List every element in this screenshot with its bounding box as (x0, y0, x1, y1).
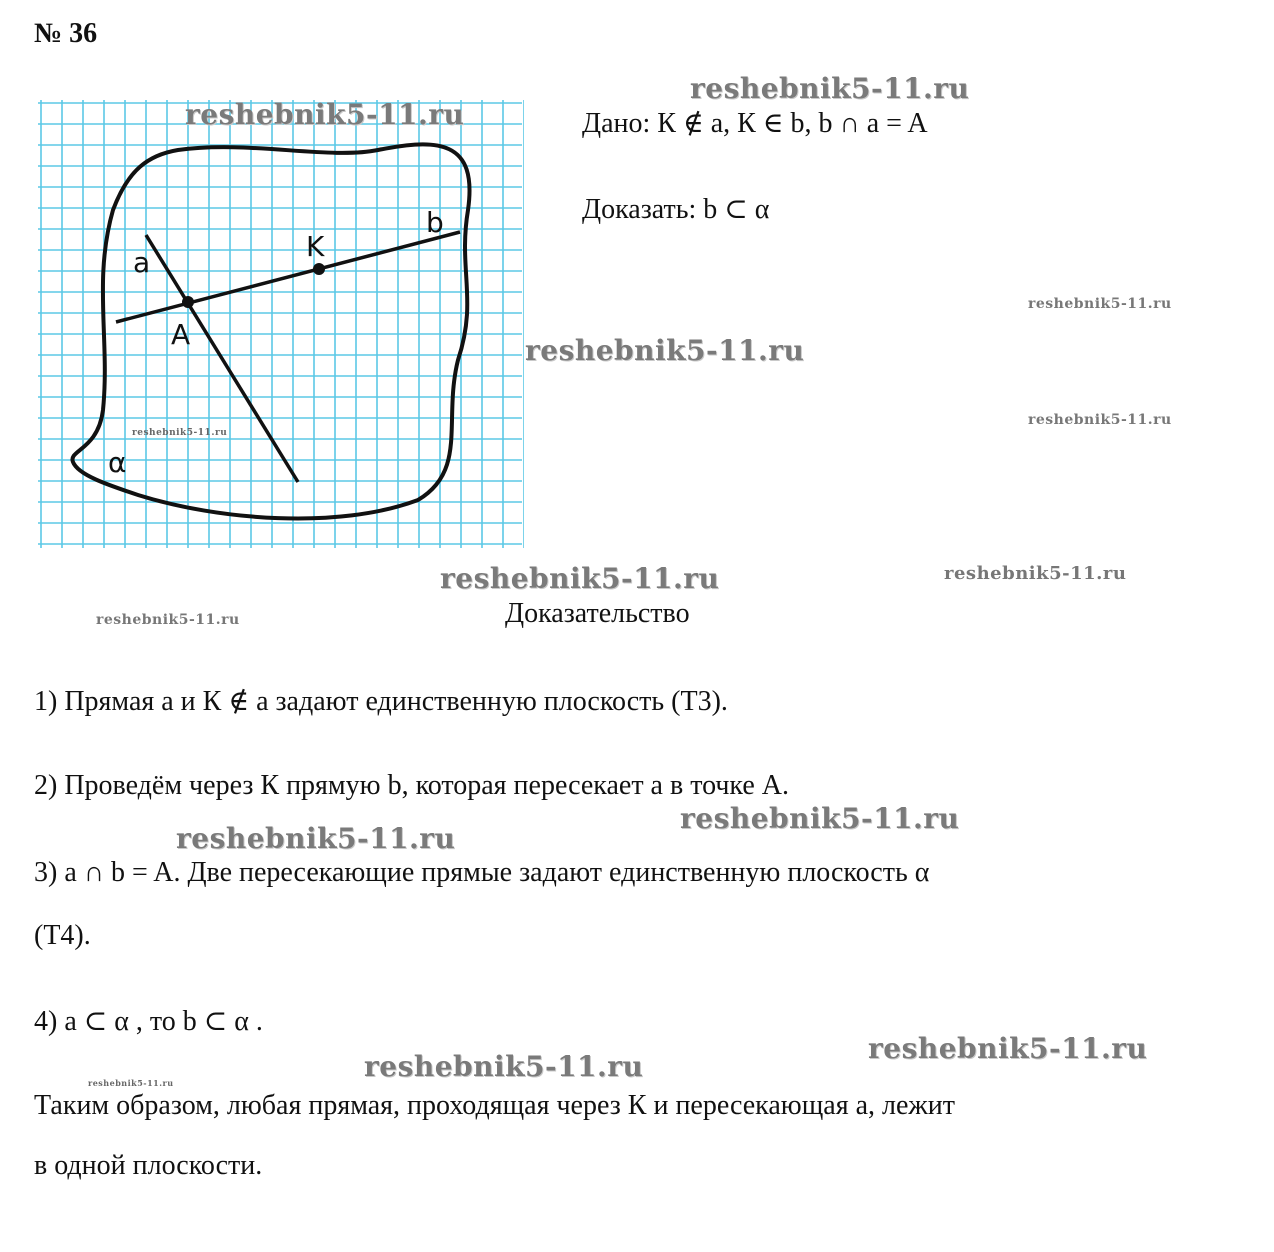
watermark: reshebnik5-11.ru (364, 1050, 644, 1083)
line-a (146, 235, 298, 482)
watermark: reshebnik5-11.ru (525, 334, 805, 367)
grid-paper (38, 100, 524, 548)
proof-step-4: 4) a ⊂ α , то b ⊂ α . (34, 1006, 263, 1037)
point-k (313, 263, 325, 275)
conclusion-line-1: Таким образом, любая прямая, проходящая через К и пересекающая а, лежит (34, 1090, 955, 1121)
label-line-a: a (133, 246, 151, 279)
watermark: reshebnik5-11.ru (96, 612, 240, 628)
problem-number: № 36 (34, 18, 98, 49)
watermark: reshebnik5-11.ru (868, 1032, 1148, 1065)
proof-step-1: 1) Прямая а и К ∉ а задают единственную плоскость (Т3). (34, 686, 728, 717)
prove-statement: Доказать: b ⊂ α (582, 194, 770, 225)
conclusion-line-2: в одной плоскости. (34, 1150, 263, 1181)
watermark: reshebnik5-11.ru (132, 428, 228, 438)
proof-heading: Доказательство (505, 598, 690, 629)
proof-step-3-cont: (Т4). (34, 920, 91, 951)
watermark: reshebnik5-11.ru (185, 98, 465, 131)
label-line-b: b (426, 206, 444, 239)
watermark: reshebnik5-11.ru (440, 562, 720, 595)
watermark: reshebnik5-11.ru (944, 563, 1127, 584)
given-statement: Дано: К ∉ а, К ∈ b, b ∩ a = A (582, 108, 928, 139)
proof-step-3: 3) a ∩ b = A. Две пересекающие прямые задают единственную плоскость α (34, 857, 930, 888)
watermark: reshebnik5-11.ru (88, 1078, 174, 1088)
watermark: reshebnik5-11.ru (680, 802, 960, 835)
geometry-figure (38, 100, 524, 550)
label-point-a: A (171, 318, 191, 351)
plane-alpha-outline (72, 144, 469, 518)
watermark: reshebnik5-11.ru (1028, 296, 1172, 312)
label-point-k: K (306, 230, 325, 263)
watermark: reshebnik5-11.ru (1028, 412, 1172, 428)
proof-step-2: 2) Проведём через К прямую b, которая пересекает а в точке А. (34, 770, 789, 801)
label-plane-alpha: α (108, 446, 127, 479)
point-a (182, 296, 194, 308)
watermark: reshebnik5-11.ru (176, 822, 456, 855)
watermark: reshebnik5-11.ru (690, 72, 970, 105)
